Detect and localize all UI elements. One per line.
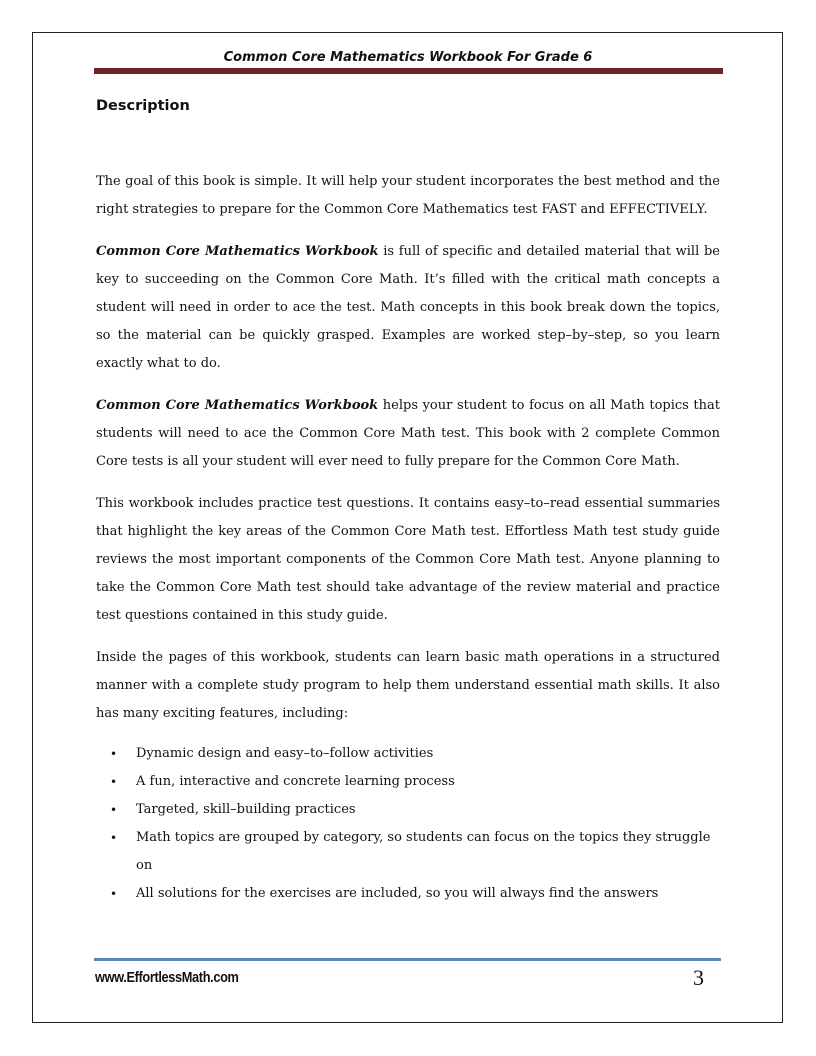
page-number: 3 [693, 965, 704, 990]
list-item [96, 740, 720, 768]
body-text [96, 168, 720, 908]
paragraph-3-lead: Common Core Mathematics Workbook [96, 398, 379, 413]
bullet-icon: • [110, 775, 118, 789]
paragraph-5 [96, 644, 720, 728]
paragraph-4-text: This workbook includes practice test questions. It contains easy–to–read essential summaries that highlight the key areas of the Common Core Math test. Effortless Math test study guide reviews the most important components of the Common Core Math test. Anyone planning to take the Common Core Math test should take advantage of the review material and practice test questions contained in this study guide. [96, 496, 720, 623]
bullet-icon: • [110, 887, 118, 901]
paragraph-3 [96, 392, 720, 476]
footer-website: www.EffortlessMath.com [95, 970, 239, 986]
header-rule [94, 68, 723, 74]
header-title: Common Core Mathematics Workbook For Grade 6 [223, 50, 593, 65]
list-item-text: A fun, interactive and concrete learning process [136, 774, 455, 789]
paragraph-5-text: Inside the pages of this workbook, students can learn basic math operations in a structured manner with a complete study program to help them understand essential math skills. It also has many exciting features, including: [96, 650, 720, 721]
paragraph-2-lead: Common Core Mathematics Workbook [96, 244, 379, 259]
paragraph-1-text: The goal of this book is simple. It will help your student incorporates the best method and the right strategies to prepare for the Common Core Mathematics test FAST and EFFECTIVELY. [96, 174, 720, 217]
list-item [96, 824, 720, 880]
paragraph-2 [96, 238, 720, 378]
paragraph-3-text: helps your student to focus on all Math topics that students will need to ace the Common Core Math test. This book with 2 complete Common Core tests is all your student will ever need to fully prepare for the Common Core Math. [96, 398, 720, 469]
list-item-text: Math topics are grouped by category, so students can focus on the topics they struggle on [136, 830, 711, 873]
list-item [96, 768, 720, 796]
paragraph-1 [96, 168, 720, 224]
list-item [96, 880, 720, 908]
paragraph-4 [96, 490, 720, 630]
bullet-icon: • [110, 831, 118, 845]
list-item [96, 796, 720, 824]
bullet-icon: • [110, 803, 118, 817]
bullet-icon: • [110, 747, 118, 761]
footer-rule [94, 958, 721, 961]
paragraph-2-text: is full of specific and detailed material that will be key to succeeding on the Common Core Math. It’s filled with the critical math concepts a student will need in order to ace the test. Math concepts in this book break down the topics, so the material can be quickly grasped. Examples are worked step–by–step, so you learn exactly what to do. [96, 244, 720, 371]
list-item-text: Dynamic design and easy–to–follow activities [136, 746, 434, 761]
feature-list [96, 740, 720, 908]
list-item-text: Targeted, skill–building practices [136, 802, 356, 817]
list-item-text: All solutions for the exercises are included, so you will always find the answers [136, 886, 659, 901]
section-heading: Description [96, 98, 190, 114]
